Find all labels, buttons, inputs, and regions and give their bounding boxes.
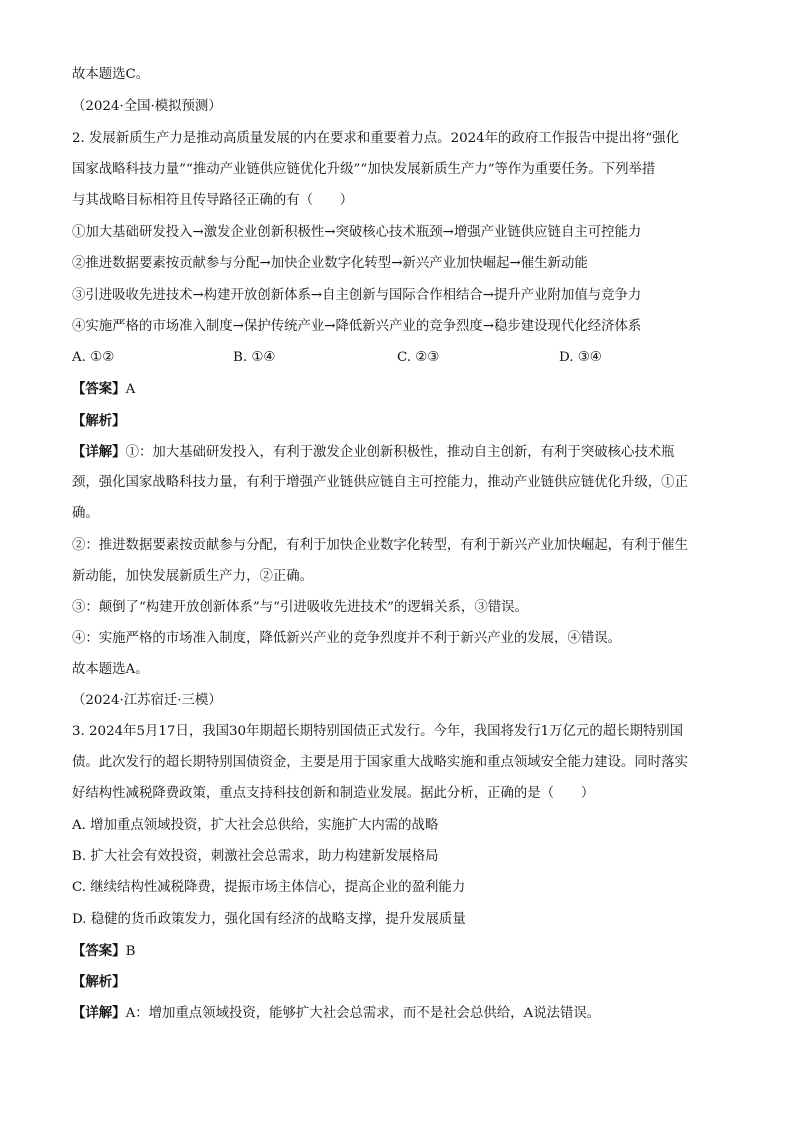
detail-label: 【详解】 [72,1005,126,1021]
answer-value: B [125,944,136,959]
q2-option-c: C. ②③ [397,350,440,365]
q2-detail-line: ②：推进数据要素按贡献参与分配，有利于加快企业数字化转型，有利于新兴产业加快崛起，有利于催生 [72,538,688,553]
q2-stem-line: 与其战略目标相符且传导路径正确的有（ ） [72,193,354,208]
q2-answer [72,380,135,399]
q2-item: ②推进数据要素按贡献参与分配→加快企业数字化转型→新兴产业加快崛起→催生新动能 [72,256,588,271]
q2-detail-line: 确。 [72,506,99,521]
q3-option-d: D. 稳健的货币政策发力，强化国有经济的战略支撑，提升发展质量 [72,912,466,927]
q2-detail-line: 新动能，加快发展新质生产力，②正确。 [72,569,314,584]
q2-item: ④实施严格的市场准入制度→保护传统产业→降低新兴产业的竞争烈度→稳步建设现代化经济体系 [72,319,642,334]
q3-stem-line: 3. 2024年5月17日，我国30年期超长期特别国债正式发行。今年，我国将发行1万亿元的超长期特别国 [72,724,684,739]
q3-option-c: C. 继续结构性减税降费，提振市场主体信心，提高企业的盈利能力 [72,880,466,895]
q3-option-b: B. 扩大社会有效投资，刺激社会总需求，助力构建新发展格局 [72,849,439,864]
q2-option-d: D. ③④ [559,350,602,365]
q2-option-a: A. ①② [72,350,115,365]
q2-stem-line: 国家战略科技力量”“推动产业链供应链优化升级”“加快发展新质生产力”等作为重要任务。下列举措 [72,162,656,177]
q3-detail-line [72,1004,600,1023]
q3-analysis-label: 【解析】 [72,974,126,990]
q2-detail-line: ④：实施严格的市场准入制度，降低新兴产业的竞争烈度并不利于新兴产业的发展，④错误。 [72,631,622,646]
answer-value: A [125,382,136,397]
q2-item: ③引进吸收先进技术→构建开放创新体系→自主创新与国际合作相结合→提升产业附加值与竞争力 [72,288,642,303]
q2-analysis-label: 【解析】 [72,413,126,429]
q3-source: （2024·江苏宿迁·三模） [72,693,222,708]
q3-answer [72,942,135,961]
q3-stem-line: 好结构性减税降费政策，重点支持科技创新和制造业发展。据此分析，正确的是（ ） [72,786,595,801]
q2-detail-line: ③：颠倒了“构建开放创新体系”与“引进吸收先进技术”的逻辑关系，③错误。 [72,600,528,615]
q2-stem-line: 2. 发展新质生产力是推动高质量发展的内在要求和重要着力点。2024年的政府工作报告中提出将“强化 [72,131,679,146]
answer-label: 【答案】 [72,943,126,959]
q2-source: （2024·全国·模拟预测） [72,99,222,114]
q1-conclusion: 故本题选C。 [72,67,150,82]
q3-option-a: A. 增加重点领域投资，扩大社会总供给，实施扩大内需的战略 [72,818,439,833]
detail-text: ①：加大基础研发投入，有利于激发企业创新积极性，推动自主创新，有利于突破核心技术瓶 [125,445,675,460]
detail-label: 【详解】 [72,444,126,460]
q2-detail-line [72,443,675,462]
q2-option-b: B. ①④ [233,350,276,365]
q2-conclusion: 故本题选A。 [72,662,149,677]
q2-item: ①加大基础研发投入→激发企业创新积极性→突破核心技术瓶颈→增强产业链供应链自主可控能力 [72,225,642,240]
q3-stem-line: 债。此次发行的超长期特别国债资金，主要是用于国家重大战略实施和重点领域安全能力建设。同时落实 [72,755,688,770]
detail-text: A：增加重点领域投资，能够扩大社会总需求，而不是社会总供给，A说法错误。 [125,1006,601,1021]
answer-label: 【答案】 [72,381,126,397]
q2-detail-line: 颈，强化国家战略科技力量，有利于增强产业链供应链自主可控能力，推动产业链供应链优化升级，①正 [72,475,688,490]
